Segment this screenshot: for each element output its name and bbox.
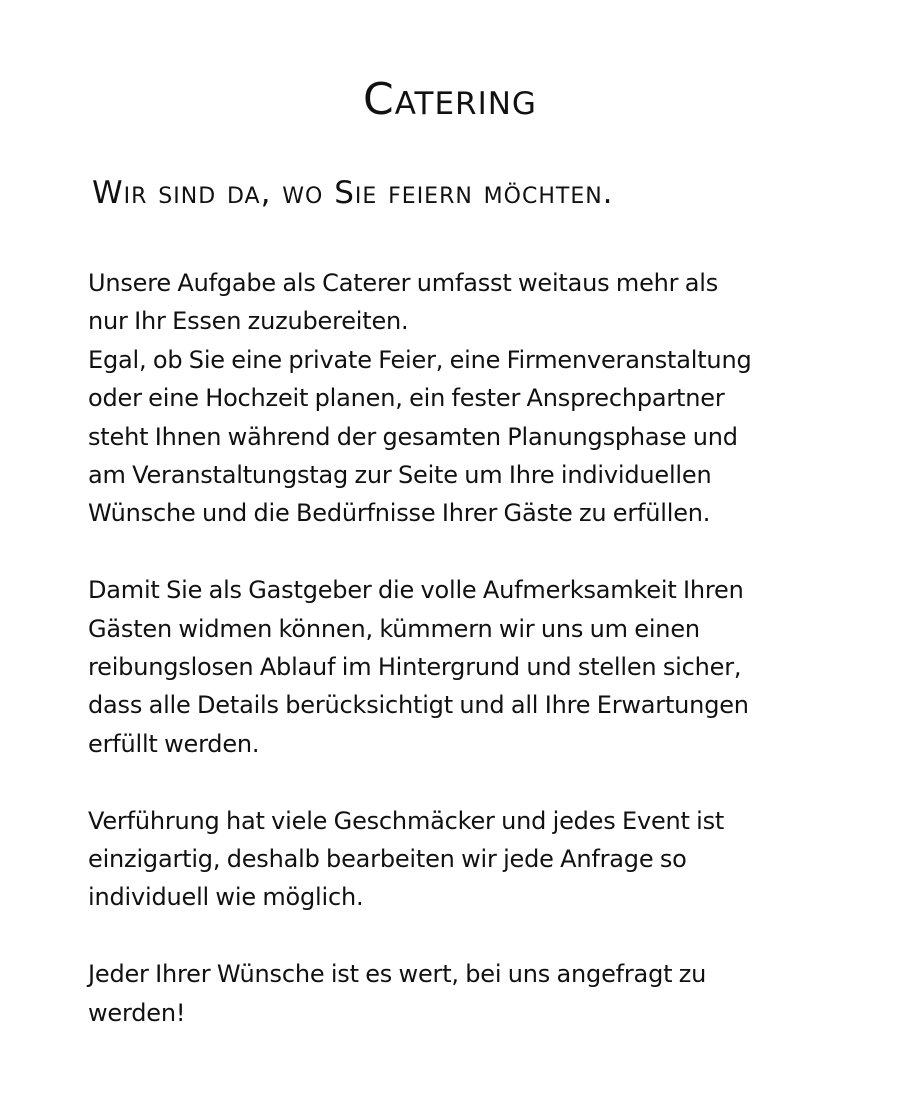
- text-line: Egal, ob Sie eine private Feier, eine Firmenveranstaltung: [88, 345, 752, 374]
- text-line: Jeder Ihrer Wünsche ist es wert, bei uns angefragt zu: [88, 960, 707, 989]
- text-line: dass alle Details berücksichtigt und all Ihre Erwartungen: [88, 691, 749, 720]
- page-subtitle: Wir sind da, wo Sie feiern möchten.: [92, 175, 614, 211]
- text-line: Unsere Aufgabe als Caterer umfasst weitaus mehr als: [88, 269, 719, 297]
- paragraph: [88, 802, 818, 917]
- text-line: am Veranstaltungstag zur Seite um Ihre individuellen: [88, 461, 712, 490]
- text-line: Damit Sie als Gastgeber die volle Aufmerksamkeit Ihren: [88, 576, 744, 605]
- text-line: reibungslosen Ablauf im Hintergrund und stellen sicher,: [88, 653, 742, 682]
- text-line: einzigartig, deshalb bearbeiten wir jede Anfrage so: [88, 845, 687, 874]
- paragraph: [88, 955, 818, 1032]
- text-line: Gästen widmen können, kümmern wir uns um einen: [88, 614, 700, 643]
- text-line: steht Ihnen während der gesamten Planungsphase und: [88, 422, 738, 451]
- text-line: Wünsche und die Bedürfnisse Ihrer Gäste zu erfüllen.: [88, 499, 711, 528]
- text-line: werden!: [88, 998, 186, 1027]
- paragraph: [88, 264, 818, 533]
- paragraph: [88, 571, 818, 763]
- text-line: erfüllt werden.: [88, 729, 260, 758]
- text-line: nur Ihr Essen zuzubereiten.: [88, 307, 409, 336]
- page-title: Catering: [363, 74, 537, 125]
- text-line: oder eine Hochzeit planen, ein fester Ansprechpartner: [88, 384, 725, 413]
- text-line: Verführung hat viele Geschmäcker und jedes Event ist: [88, 806, 725, 835]
- text-line: individuell wie möglich.: [88, 883, 364, 912]
- body-text: [88, 264, 818, 1070]
